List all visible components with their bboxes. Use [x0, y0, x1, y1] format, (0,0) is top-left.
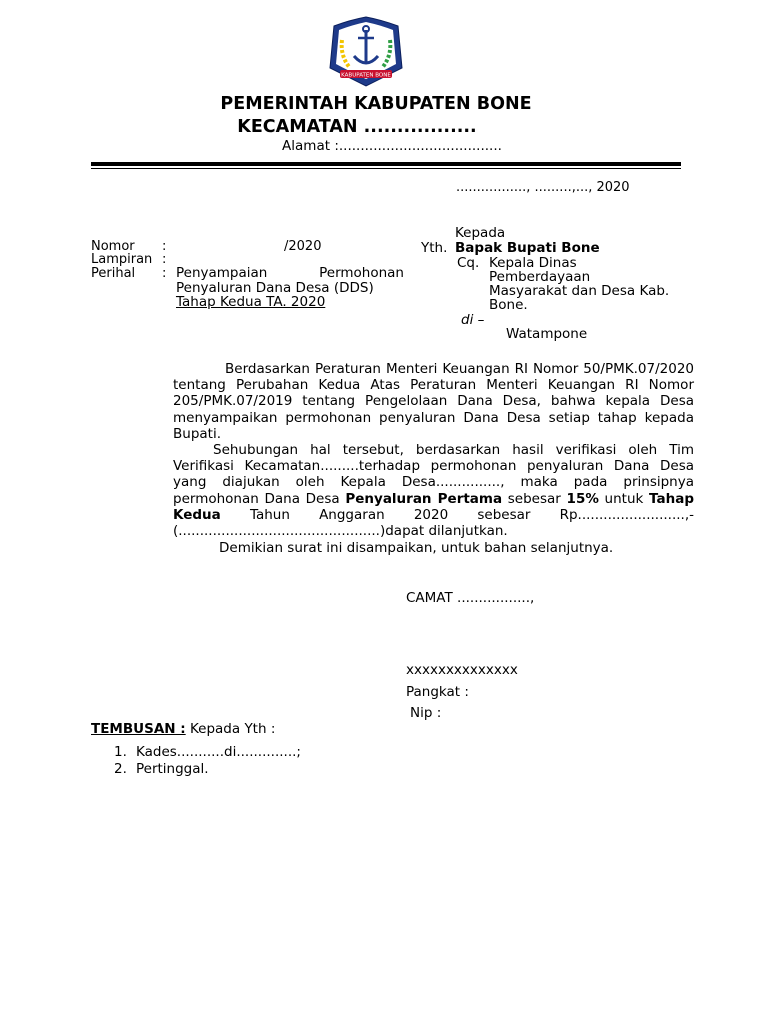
recipient-cq-label: Cq.: [457, 255, 480, 271]
letterhead-address: Alamat :......................................: [282, 138, 502, 154]
nomor-colon: :: [162, 239, 167, 254]
recipient-cq-line-4: Bone.: [489, 297, 528, 313]
recipient-kepada: Kepada: [455, 225, 506, 241]
lampiran-colon: :: [162, 252, 167, 267]
nomor-label: Nomor: [91, 239, 135, 254]
signature-pangkat: Pangkat :: [406, 684, 469, 700]
perihal-line-2: Penyaluran Dana Desa (DDS): [176, 280, 374, 296]
recipient-yth: Yth.: [421, 240, 448, 256]
kabupaten-bone-logo: [328, 16, 404, 88]
signature-name: xxxxxxxxxxxxxx: [406, 662, 518, 678]
letterhead-divider-thin: [91, 168, 681, 169]
letter-date: ................., .........,..., 2020: [456, 180, 630, 195]
recipient-cq-line-2: Pemberdayaan: [489, 269, 591, 285]
body-paragraph-1: Berdasarkan Peraturan Menteri Keuangan RI Nomor 50/PMK.07/2020 tentang Perubahan Kedua Atas Peraturan Menteri Keuangan RI Nomor 205/PMK.07/2019 tentang Pengelolaan Dana Desa, bahwa kepala Desa menyampaikan permohonan penyaluran Dana Desa setiap tahap kepada Bupati.: [173, 361, 694, 442]
recipient-city: Watampone: [506, 326, 588, 342]
signature-camat: CAMAT .................,: [406, 590, 535, 606]
perihal-colon: :: [162, 266, 167, 281]
lampiran-label: Lampiran: [91, 252, 153, 267]
recipient-cq-line-1: Kepala Dinas: [489, 255, 577, 271]
signature-nip: Nip :: [410, 705, 442, 721]
tembusan-item-2: 2. Pertinggal.: [114, 761, 209, 777]
perihal-label: Perihal: [91, 266, 136, 281]
body-paragraph-3: Demikian surat ini disampaikan, untuk bahan selanjutnya.: [219, 540, 614, 556]
svg-text:KABUPATEN BONE: KABUPATEN BONE: [341, 72, 391, 79]
letterhead-subtitle: KECAMATAN .................: [237, 117, 477, 137]
recipient-cq-line-3: Masyarakat dan Desa Kab.: [489, 283, 670, 299]
perihal-line-1: Penyampaian Permohonan: [176, 265, 404, 281]
perihal-line-3: Tahap Kedua TA. 2020: [176, 294, 326, 310]
body-paragraph-2: Sehubungan hal tersebut, berdasarkan hasil verifikasi oleh Tim Verifikasi Kecamatan.........terhadap permohonan penyaluran Dana Desa yang diajukan oleh Kepala Desa..............., maka pada prinsipnya permohonan Dana Desa Penyaluran Pertama sebesar 15% untuk Tahap Kedua Tahun Anggaran 2020 sebesar Rp.........................,-(...............................................)dapat dilanjutkan.: [173, 442, 694, 540]
tembusan-heading: TEMBUSAN : Kepada Yth :: [91, 721, 276, 737]
letterhead-divider: [91, 162, 681, 166]
nomor-value: /2020: [284, 239, 322, 254]
recipient-di: di –: [461, 312, 485, 328]
tembusan-item-1: 1. Kades...........di..............;: [114, 744, 301, 760]
letterhead-title: PEMERINTAH KABUPATEN BONE: [220, 94, 532, 114]
recipient-name: Bapak Bupati Bone: [455, 240, 600, 256]
